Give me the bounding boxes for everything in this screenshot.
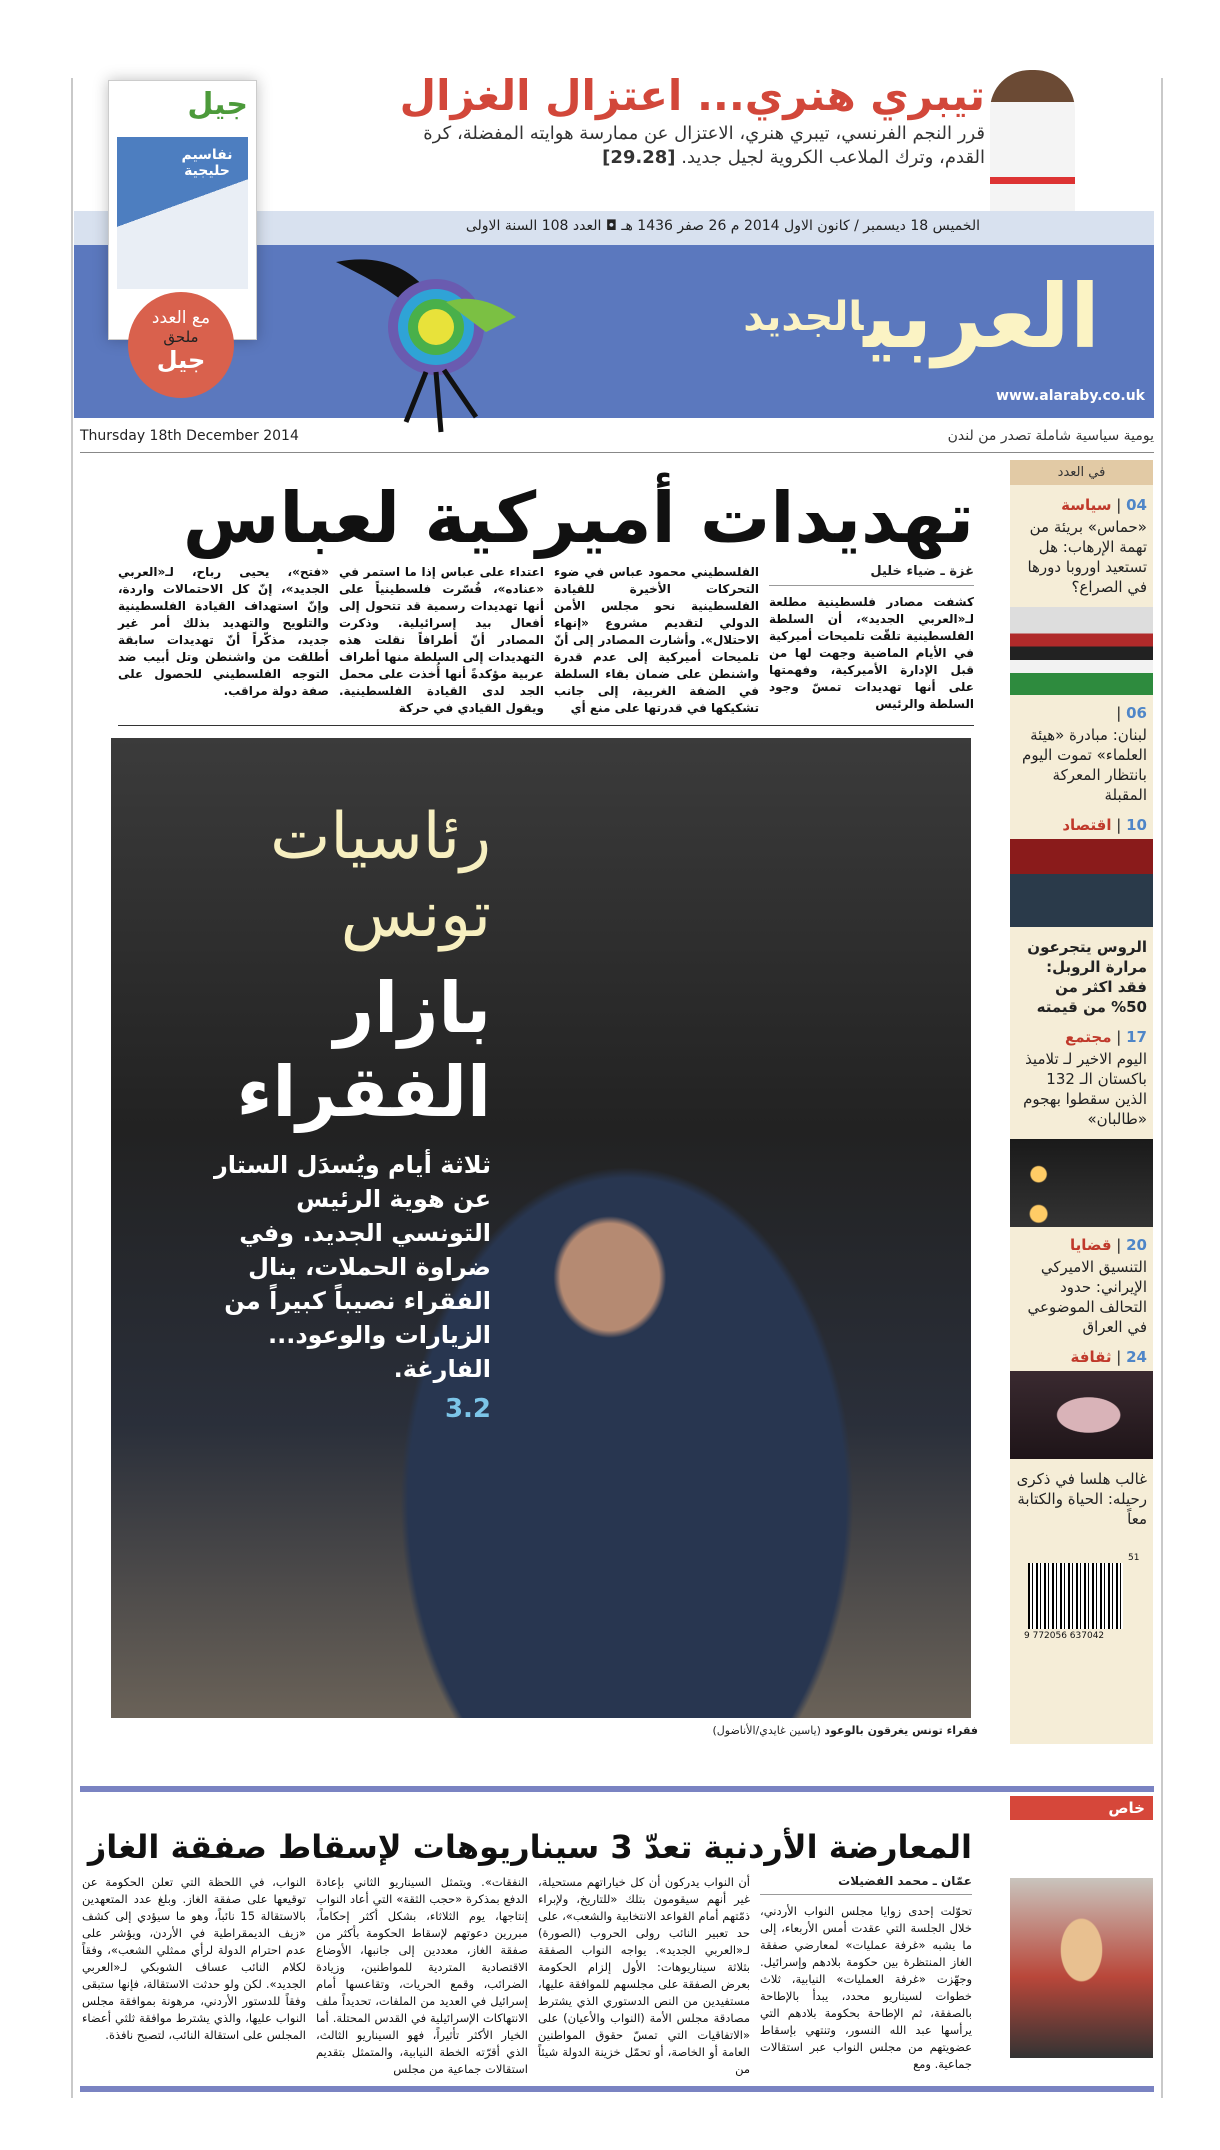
lead-divider xyxy=(118,725,974,726)
bird-logo-icon xyxy=(326,222,546,437)
logo-main: العربي xyxy=(863,265,1100,368)
page-number: 06 xyxy=(1126,704,1147,722)
sidebar-header: في العدد xyxy=(1010,460,1153,485)
sidebar-item-economy-text[interactable] xyxy=(1015,935,1147,1017)
item-text: «حماس» بريئة من تهمة الإرهاب: هل تستعيد اوروبا دورها في الصراع؟ xyxy=(1027,518,1147,596)
supplement-headline: نفاسيم حليجية xyxy=(181,147,233,179)
badge-line-3: جيل xyxy=(156,346,206,374)
section-label: ثقافة xyxy=(1070,1348,1112,1366)
item-text: غالب هلسا في ذكرى رحيله: الحياة والكتابة معاً xyxy=(1016,1470,1147,1528)
caption-text: فقراء تونس يغرقون بالوعود xyxy=(824,1724,978,1737)
logo-sub: الجديد xyxy=(743,294,864,340)
barcode-block xyxy=(1010,1549,1153,1649)
bottom-byline: عمّان ـ محمد الفضيلات xyxy=(760,1874,972,1895)
page-border-right xyxy=(1161,78,1163,2098)
feature-pages: 3.2 xyxy=(444,1394,491,1424)
sidebar-photo-protest[interactable] xyxy=(1010,607,1153,695)
feature-photo[interactable] xyxy=(111,738,971,1718)
teaser-body: قرر النجم الفرنسي، تيبري هنري، الاعتزال عن ممارسة هوايته المفضلة، كرة القدم، وترك الملاعب الكروية لجيل جديد. xyxy=(423,123,985,168)
lead-column-1-wrap xyxy=(769,564,974,717)
sidebar-item-society[interactable]: 17 | مجتمع اليوم الاخير لـ تلاميذ باكستان الـ 132 الذين سقطوا بهجوم «طالبان» xyxy=(1015,1027,1147,1129)
barcode-issue: 51 xyxy=(1128,1553,1140,1563)
page-number: 20 xyxy=(1126,1236,1147,1254)
supplement-badge[interactable] xyxy=(128,292,234,398)
lead-column-2: الفلسطيني محمود عباس في ضوء التحركات الأخيرة للقيادة الفلسطينية نحو مجلس الأمن الدولي لتقديم مشروع «إنهاء الاحتلال». وأشارت المصادر إلى أنّ تلميحات أميركية إلى عدم قدرة واشنطن على ضمان بقاء السلطة في الضفة الغربية، إلى جانب تشكيكها في قدرتها على منع أي xyxy=(554,565,759,715)
section-label: اقتصاد xyxy=(1062,816,1112,834)
lead-byline: غزة ـ ضياء خليل xyxy=(769,564,974,586)
bottom-headline[interactable]: المعارضة الأردنية تعدّ 3 سيناريوهات لإسقاط صفقة الغاز xyxy=(87,1828,972,1866)
sidebar-photo-ruble[interactable] xyxy=(1010,839,1153,927)
sidebar-photo-portrait[interactable] xyxy=(1010,1371,1153,1459)
item-text: اليوم الاخير لـ تلاميذ باكستان الـ 132 الذين سقطوا بهجوم «طالبان» xyxy=(1023,1050,1147,1128)
exclusive-tag: خاص xyxy=(1010,1796,1153,1820)
feature-headline: بازار الفقراء xyxy=(236,967,491,1133)
masthead-divider xyxy=(80,452,1154,453)
website-url[interactable]: www.alaraby.co.uk xyxy=(996,388,1145,404)
sidebar-item-issues[interactable]: 20 | قضايا التنسيق الاميركي الإيراني: حدود التحالف الموضوعي في العراق xyxy=(1015,1235,1147,1337)
bottom-section xyxy=(82,1826,972,2092)
lead-section xyxy=(118,477,978,1737)
teaser xyxy=(400,70,985,170)
section-label: قضايا xyxy=(1070,1236,1112,1254)
lead-column-4: «فتح»، يحيى رباح، لـ«العربي الجديد»، إنّ كل الاحتمالات واردة، وإنّ استهداف القيادة الفلسطينية والتلويح والتهديد بذلك أمر غير جديد، مذكّراً أنّ تهديدات سابقة أطلقت من واشنطن وتل أبيب ضد التوجه الفلسطيني للحصول على صفة دولة مراقب. xyxy=(118,565,329,698)
masthead-logo[interactable] xyxy=(560,262,1100,372)
lead-columns xyxy=(118,564,974,717)
badge-line-1: مع العدد xyxy=(151,308,211,328)
item-text: الروس يتجرعون مرارة الروبل: فقد اكثر من 50% من قيمته xyxy=(1027,938,1147,1016)
sidebar-item-politics[interactable]: 04 | سياسة «حماس» بريئة من تهمة الإرهاب: هل تستعيد اوروبا دورها في الصراع؟ xyxy=(1015,495,1147,597)
teaser-pages: [29.28] xyxy=(602,147,676,168)
bottom-column-1-wrap xyxy=(760,1874,972,2078)
supplement-logo: جيل xyxy=(187,87,248,122)
lead-column-1: كشفت مصادر فلسطينية مطلعة لـ«العربي الجديد»، أن السلطة الفلسطينية تلقّت تلميحات أميركية في الأيام الماضية وجهت لها من قبل الإدارة الأميركية، وفهمتها على أنها تهديدات تمسّ وجود السلطة والرئيس xyxy=(769,595,974,711)
in-this-issue-sidebar xyxy=(1010,460,1153,1744)
lead-column-3: اعتداء على عباس إذا ما استمر في «عناده»، فُسّرت فلسطينياً على أنها تهديدات رسمية قد تتحول إلى أفعال بيد إسرائيلية. وذكرت المصادر أنّ أطرافاً نقلت هذه التهديدات إلى السلطة منها أطراف عربية مؤكدةً أنها أُخذت على محمل الجد لدى القيادة الفلسطينية. ويقول القيادي في حركة xyxy=(339,565,544,715)
issue-date-line: الخميس 18 ديسمبر / كانون الاول 2014 م 26 صفر 1436 هـ ◘ العدد 108 السنة الاولى xyxy=(465,218,980,234)
page-number: 24 xyxy=(1126,1348,1147,1366)
item-text: التنسيق الاميركي الإيراني: حدود التحالف الموضوعي في العراق xyxy=(1027,1258,1147,1336)
page-number: 17 xyxy=(1126,1028,1147,1046)
feature-overlay xyxy=(191,798,491,1424)
feature-kicker: رئاسيات تونس xyxy=(270,800,491,952)
section-label: مجتمع xyxy=(1065,1028,1112,1046)
page-border-left xyxy=(71,78,73,2098)
bottom-column-3: النفقات». ويتمثل السيناريو الثاني بإعادة الدفع بمذكرة «حجب الثقة» التي أعاد النواب إنتاجها، يوم الثلاثاء، بشكل أكثر إحكاماً، مبررين دعوتهم لإسقاط الحكومة بأكثر من صفقة الغاز، معددين إلى جانبها، الأوضاع الاقتصادية المتردية للمواطنين، وزيادة الضرائب، وقمع الحريات، وتقاعسها أمام إسرائيل في العديد من الملفات، تحديداً ملف الانتهاكات الإسرائيلية في القدس المحتلة. أما الخيار الأكثر تأثيراً، فهو السيناريو الثالث، الذي أقرّته الخطة النيابية، والمتمثل بتقديم استقالات جماعية من مجلس xyxy=(316,1875,528,2076)
teaser-text xyxy=(400,122,985,170)
barcode-digits: 9 772056 637042 xyxy=(1024,1631,1105,1641)
lead-headline[interactable]: تهديدات أميركية لعباس xyxy=(182,477,974,559)
tagline: يومية سياسية شاملة تصدر من لندن xyxy=(947,428,1154,444)
barcode xyxy=(1028,1563,1123,1629)
photo-credit: (ياسين غايدي/الأناضول) xyxy=(712,1724,821,1737)
bottom-photo[interactable] xyxy=(1010,1878,1153,2058)
page-number: 04 xyxy=(1126,496,1147,514)
english-date: Thursday 18th December 2014 xyxy=(80,428,299,444)
item-text: لبنان: مبادرة «هيئة العلماء» تموت اليوم بانتظار المعركة المقبلة xyxy=(1022,726,1147,804)
section-label: سياسة xyxy=(1061,496,1112,514)
badge-line-2: ملحق xyxy=(163,328,199,346)
bottom-top-rule xyxy=(80,1786,1154,1792)
feature-text: ثلاثة أيام ويُسدَل الستار عن هوية الرئيس التونسي الجديد. وفي ضراوة الحملات، ينال الفقراء نصيباً كبيراً من الزيارات والوعود... الفارغة. xyxy=(213,1151,491,1383)
sidebar-photo-candles[interactable] xyxy=(1010,1139,1153,1227)
sidebar-item-lebanon[interactable]: 06 | لبنان: مبادرة «هيئة العلماء» تموت اليوم بانتظار المعركة المقبلة xyxy=(1015,703,1147,805)
sidebar-item-culture-text[interactable] xyxy=(1015,1467,1147,1529)
bottom-column-1: تحوّلت إحدى زوايا مجلس النواب الأردني، خلال الجلسة التي عقدت أمس الأربعاء، إلى ما يشبه «غرفة عمليات» لمعارضي صفقة الغاز المنتظرة بين حكومة بلادهم وإسرائيل. وجهّزت «غرفة العمليات» النيابية، ثلاث خطوات لسيناريو محدد، يبدأ بالإطاحة بالصفقة، ثم الإطاحة بحكومة بلادهم التي يرأسها عبد الله النسور، وتنتهي بإسقاط عضويتهم من مجلس النواب عبر استقالات جماعية. ومع xyxy=(760,1904,972,2071)
page-number: 10 xyxy=(1126,816,1147,834)
photo-caption xyxy=(568,1724,978,1737)
sidebar-item-economy[interactable]: 10 | اقتصاد xyxy=(1062,816,1147,834)
bottom-column-4: النواب، في اللحظة التي تعلن الحكومة عن توقيعها على صفقة الغاز. وبلغ عدد المتعهدين بالاستقالة 15 نائباً، وهو ما سيؤدي إلى كشف «زيف الديمقراطية في الأردن، ويؤشر على عدم احترام الدولة لرأي ممثلي الشعب»، وفقاً لكلام النائب عساف الشوبكي لـ«العربي الجديد». لكن ولو حدثت الاستقالة، فإنها ستبقى وفقاً للدستور الأردني، مرهونة بموافقة مجلس النواب عليها، والذي يشترط موافقة ثلثي أعضاء المجلس على استقالة النائب، لتصبح نافذة. xyxy=(82,1875,307,2042)
bottom-column-2: أن النواب يدركون أن كل خياراتهم مستحيلة، غير أنهم سيقومون بتلك «للتاريخ، ولإبراء ذمّتهم أمام القواعد الانتخابية والشعب»، على حد تعبير النائب رولى الحروب (الصورة) لـ«العربي الجديد». يواجه النواب الصفقة بثلاثة سيناريوهات: الأول إلزام الحكومة بعرض الصفقة على مجلسهم للموافقة عليها، مستفيدين من النص الدستوري الذي يشترط مصادقة مجلس الأمة (النواب والأعيان) على «الاتفاقيات التي تمسّ حقوق المواطنين العامة أو الخاصة، أو تحمّل خزينة الدولة شيئاً من xyxy=(538,1875,750,2076)
bottom-rule xyxy=(80,2086,1154,2092)
teaser-headline[interactable]: تيبري هنري... اعتزال الغزال xyxy=(399,71,985,120)
bottom-columns xyxy=(82,1874,972,2078)
sidebar-item-culture[interactable]: 24 | ثقافة xyxy=(1070,1348,1147,1366)
